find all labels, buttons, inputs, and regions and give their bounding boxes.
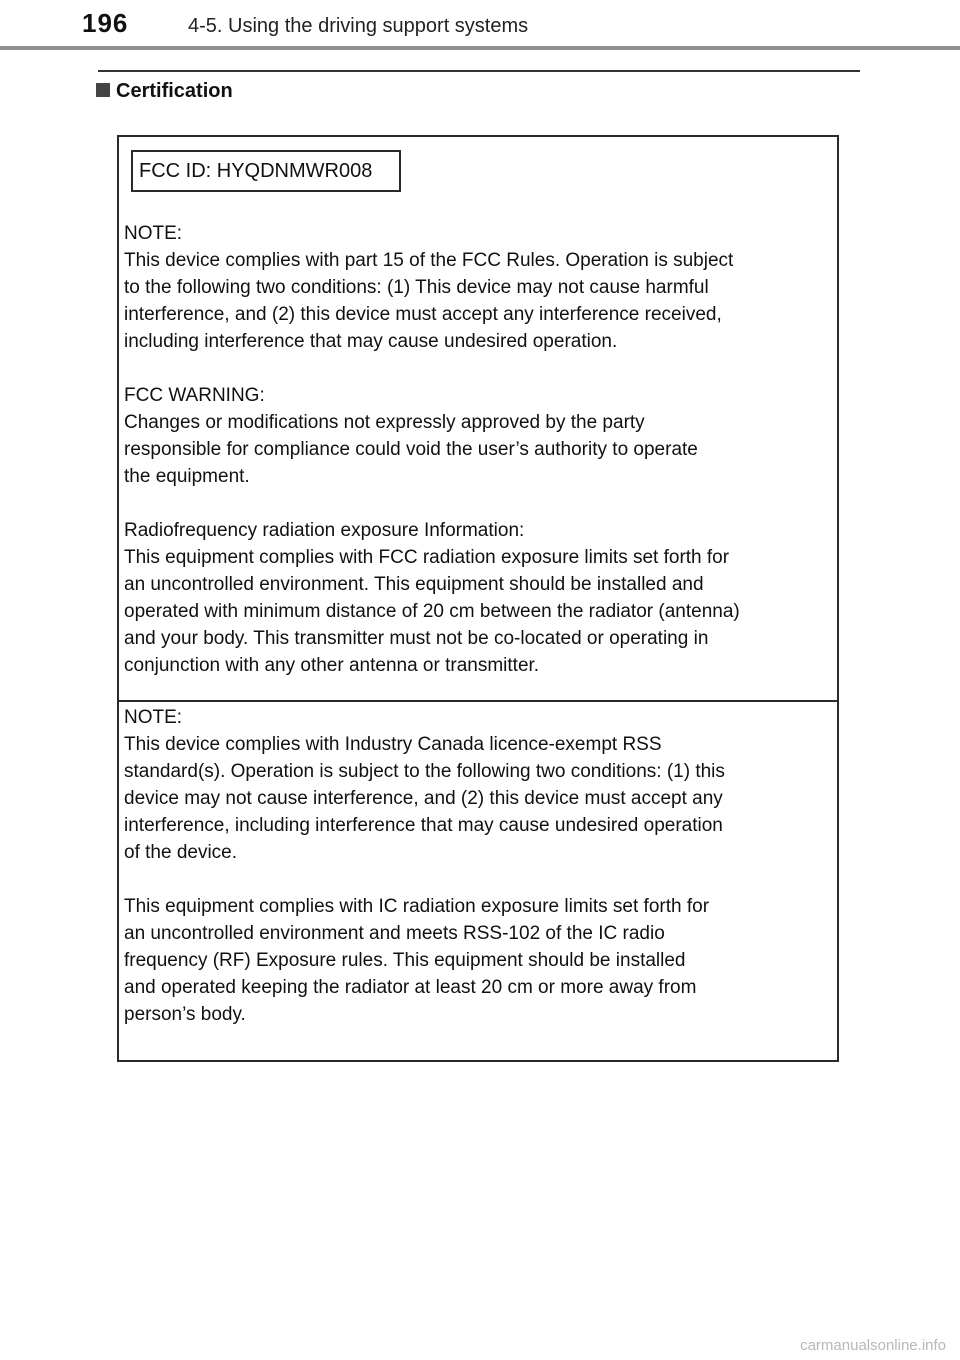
fcc-text-block: [124, 220, 836, 679]
text-line: This device complies with Industry Canada licence-exempt RSS: [124, 734, 662, 755]
text-line: NOTE:: [124, 707, 183, 728]
page-number: 196: [82, 8, 129, 38]
ic-panel: [119, 700, 837, 1060]
section-heading: [96, 80, 233, 103]
certification-box: [117, 135, 839, 1062]
text-line: conjunction with any other antenna or transmitter.: [124, 655, 540, 676]
text-line: This equipment complies with IC radiation exposure limits set forth for: [124, 896, 710, 917]
paragraph-gap: [124, 490, 836, 517]
text-line: NOTE:: [124, 223, 183, 244]
chapter-title: 4-5. Using the driving support systems: [188, 15, 529, 37]
fcc-id-label: FCC ID: HYQDNMWR008: [131, 150, 401, 192]
section-divider: [98, 70, 860, 72]
text-line: standard(s). Operation is subject to the following two conditions: (1) this: [124, 761, 725, 782]
section-heading-text: Certification: [116, 80, 233, 102]
text-line: responsible for compliance could void the user’s authority to operate: [124, 439, 698, 460]
text-line: the equipment.: [124, 466, 250, 487]
ic-text-block: [124, 704, 836, 1028]
text-line: operated with minimum distance of 20 cm between the radiator (antenna): [124, 601, 740, 622]
text-line: frequency (RF) Exposure rules. This equipment should be installed: [124, 950, 686, 971]
text-line: Changes or modifications not expressly approved by the party: [124, 412, 645, 433]
text-line: of the device.: [124, 842, 238, 863]
page-header: [0, 0, 960, 52]
text-line: This equipment complies with FCC radiation exposure limits set forth for: [124, 547, 730, 568]
text-line: interference, including interference that may cause undesired operation: [124, 815, 723, 836]
text-line: This device complies with part 15 of the FCC Rules. Operation is subject: [124, 250, 734, 271]
text-line: device may not cause interference, and (2) this device must accept any: [124, 788, 723, 809]
text-line: interference, and (2) this device must accept any interference received,: [124, 304, 722, 325]
paragraph-gap: [124, 866, 836, 893]
text-line: to the following two conditions: (1) This device may not cause harmful: [124, 277, 709, 298]
text-line: person’s body.: [124, 1004, 246, 1025]
text-line: including interference that may cause undesired operation.: [124, 331, 618, 352]
text-line: an uncontrolled environment. This equipment should be installed and: [124, 574, 704, 595]
text-line: Radiofrequency radiation exposure Information:: [124, 520, 525, 541]
square-bullet-icon: [96, 83, 110, 97]
text-line: an uncontrolled environment and meets RSS-102 of the IC radio: [124, 923, 665, 944]
text-line: FCC WARNING:: [124, 385, 265, 406]
watermark: carmanualsonline.info: [800, 1337, 946, 1354]
fcc-panel: [119, 137, 837, 700]
text-line: and your body. This transmitter must not be co-located or operating in: [124, 628, 709, 649]
header-divider: [0, 46, 960, 50]
text-line: and operated keeping the radiator at least 20 cm or more away from: [124, 977, 697, 998]
paragraph-gap: [124, 355, 836, 382]
